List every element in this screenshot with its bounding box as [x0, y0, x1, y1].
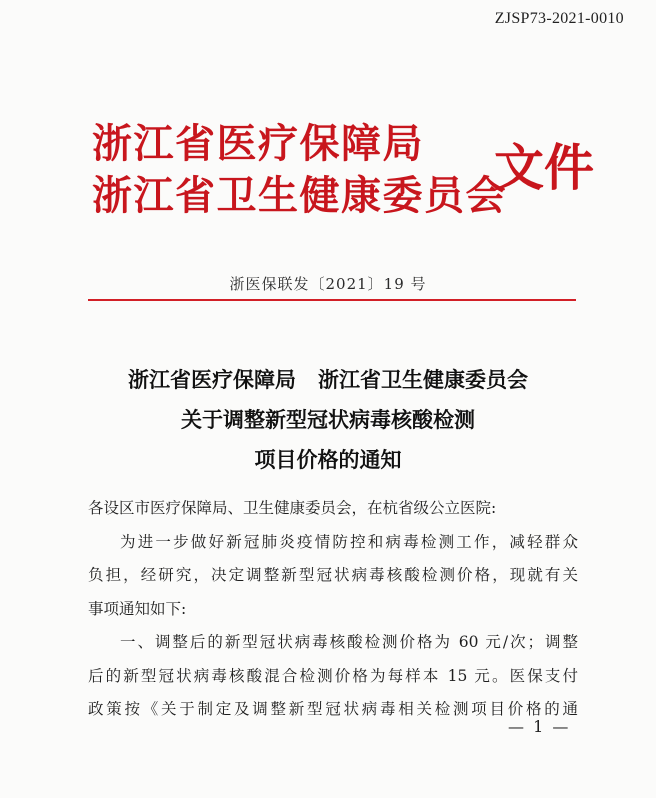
paragraph-2-line-1: 一、调整后的新型冠状病毒核酸检测价格为 60 元/次；调整 [120, 633, 578, 651]
document-word: 文件 [494, 138, 594, 197]
issuer-line-2: 浙江省卫生健康委员会 [92, 172, 507, 219]
title-org-1: 浙江省医疗保障局 [128, 367, 296, 392]
paragraph-1-line-1: 为进一步做好新冠肺炎疫情防控和病毒检测工作，减轻群众 [120, 532, 578, 551]
title-line-3: 项目价格的通知 [254, 447, 402, 472]
title-line-2: 关于调整新型冠状病毒核酸检测 [181, 407, 475, 432]
page-number: — 1 — [508, 717, 571, 736]
paragraph-1-line-2: 负担，经研究，决定调整新型冠状病毒核酸检测价格，现就有关 [88, 566, 578, 584]
notice-title [0, 360, 656, 480]
title-line-1 [0, 360, 656, 400]
paragraph-2-line-2: 后的新型冠状病毒核酸混合检测价格为每样本 15 元。医保支付 [88, 666, 578, 685]
document-number: 浙医保联发〔2021〕19 号 [229, 275, 427, 293]
body-text [88, 492, 578, 727]
paragraph-1-line-3: 事项通知如下: [88, 599, 187, 618]
paragraph-2-line-3: 政策按《关于制定及调整新型冠状病毒相关检测项目价格的通 [88, 700, 578, 718]
issuer-header [92, 118, 507, 222]
issuer-line-1: 浙江省医疗保障局 [92, 120, 424, 167]
red-divider [88, 299, 576, 301]
document-code: ZJSP73-2021-0010 [494, 10, 624, 27]
salutation: 各设区市医疗保障局、卫生健康委员会，在杭省级公立医院: [88, 499, 497, 517]
title-org-2: 浙江省卫生健康委员会 [318, 367, 528, 392]
